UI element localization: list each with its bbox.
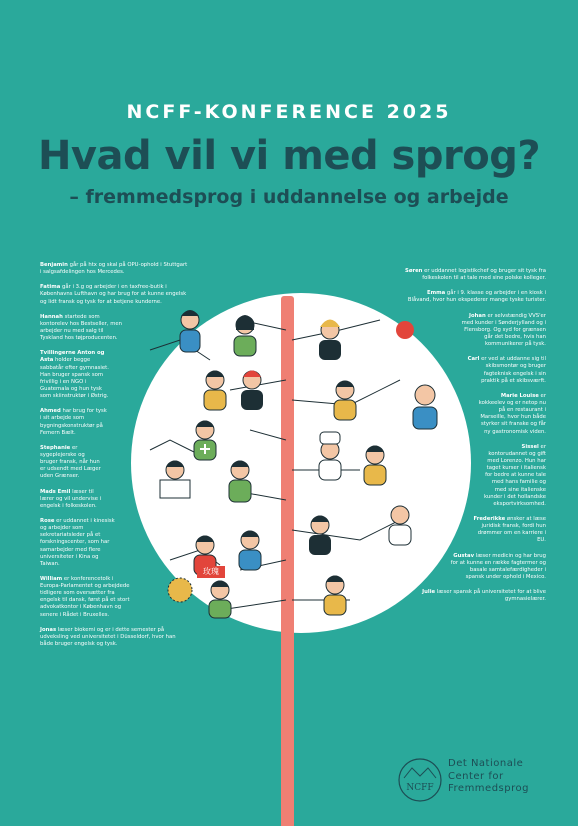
ncff-logo-icon <box>396 756 444 804</box>
poster-title: Hvad vil vi med sprog? <box>37 133 541 179</box>
figure-soren <box>319 320 414 361</box>
figure-nurse <box>194 421 216 461</box>
entry-mads-emil: Mads Emil læser til lærer og vil undervise i engelsk i folkeskolen. <box>40 488 102 509</box>
entry-william: William er konferencetolk i Europa-Parlamentet og arbejdede tidligere som oversætter fra engelsk til dansk, først på et stort advokatkontor i København og senere i Rådet i Bruxelles. <box>40 575 130 618</box>
entry-emma: Emma går i 9. klasse og arbejder i en kiosk i Blåvand, hvor hun ekspederer mange tyske turister. <box>407 290 546 304</box>
left-text-column <box>40 262 190 656</box>
figure-william <box>239 531 261 571</box>
poster-subtitle: – fremmedsprog i uddannelse og arbejde <box>69 186 509 208</box>
figure-frederikke <box>309 506 411 555</box>
entry-rose: Rose er uddannet i kinesisk og arbejder som sekretariatsleder på et forskningscenter, som har samarbejder med flere universiteter i Kina og Taiwan. <box>40 517 115 567</box>
logo-wordmark: Det Nationale Center for Fremmedsprog <box>448 758 529 794</box>
right-text-column <box>404 268 546 611</box>
figure-teacher <box>229 461 251 503</box>
entry-soren: Søren er uddannet logistikchef og bruger sit tysk fra folkeskolen til at tale med sine polske kolleger. <box>405 268 546 282</box>
conference-kicker: NCFF-KONFERENCE 2025 <box>126 101 452 123</box>
figure-fatima <box>234 315 256 356</box>
chinese-badge-text: 玫瑰 <box>203 567 219 576</box>
ncff-logo <box>396 756 556 806</box>
entry-gustav: Gustav læser medicin og har brug for at kunne en række fagtermer og basale samtalefærdigheder i spansk under ophold i Mexico. <box>450 552 546 580</box>
entry-marie-louise: Marie Louise er kokkeelev og er netop nu på en restaurant i Marseille, hvor hun både styrker sit franske og får ny gastronomisk viden. <box>478 392 546 435</box>
entry-frederikke: Frederikke ønsker at læse juridisk fransk, fordi hun drømmer om en karriere i EU. <box>473 515 546 544</box>
entry-ahmed: Ahmed har brug for tysk i sit arbejde som bygningskonstruktør på Femern Bælt. <box>40 408 107 436</box>
figure-twins <box>204 371 263 411</box>
entry-fatima: Fatima går i 3.g og arbejder i en taxfree-butik i Københavns Lufthavn og har brug for at kunne engelsk og lidt fransk og tysk for at betjene kunderne. <box>40 284 187 305</box>
entry-jonas: Jonas læser biokemi og er i dette semester på udveksling ved universitetet i Düsseldorf, hvor han både bruger engelsk og tysk. <box>40 626 176 648</box>
figure-gustav <box>324 576 346 616</box>
entry-hannah: Hannah startede som kontorelev hos Bestseller, men arbejder nu med salg til Tyskland hos tøjproducenten. <box>40 313 122 342</box>
logo-mark: NCFF <box>406 783 434 793</box>
entry-julie: Julie læser spansk på universitetet for at blive gymnasielærer. <box>422 589 546 603</box>
entry-johan: Johan er selvstændig VVS'er med kunder i Sønderjylland og i Flensborg. Og syd for grænsen går det bedre, hvis han kommunikerer på tysk. <box>461 312 546 348</box>
entry-carl: Carl er ved at uddanne sig til skibsmontør og bruger fagteknisk engelsk i sin praktik på et skibsværft. <box>467 356 546 384</box>
entry-sissel: Sissel er kontorudannet og gift med Lorenzo. Hun har taget kurser i italiensk for bedre at kunne tale med hans familie og med sine italienske kunder i det hollandske eksportvirksomhed. <box>483 443 546 507</box>
entry-stephanie: Stephanie er sygeplejerske og bruger fransk, når hun er udsendt med Læger uden Grænser. <box>40 444 101 480</box>
figure-chef <box>319 432 341 480</box>
entry-anton-asta: Tvillingerne Anton og Asta holder begge sabbatår efter gymnasiet. Han bruger spansk som frivillig i en NGO i Guatemala og hun tysk som skiinstruktør i Østrig. <box>40 350 109 400</box>
figure-sissel <box>364 446 386 486</box>
entry-benjamin: Benjamin går på htx og skal på OPU-ophold i Stuttgart i salgsafdelingen hos Mercedes. <box>40 262 188 276</box>
